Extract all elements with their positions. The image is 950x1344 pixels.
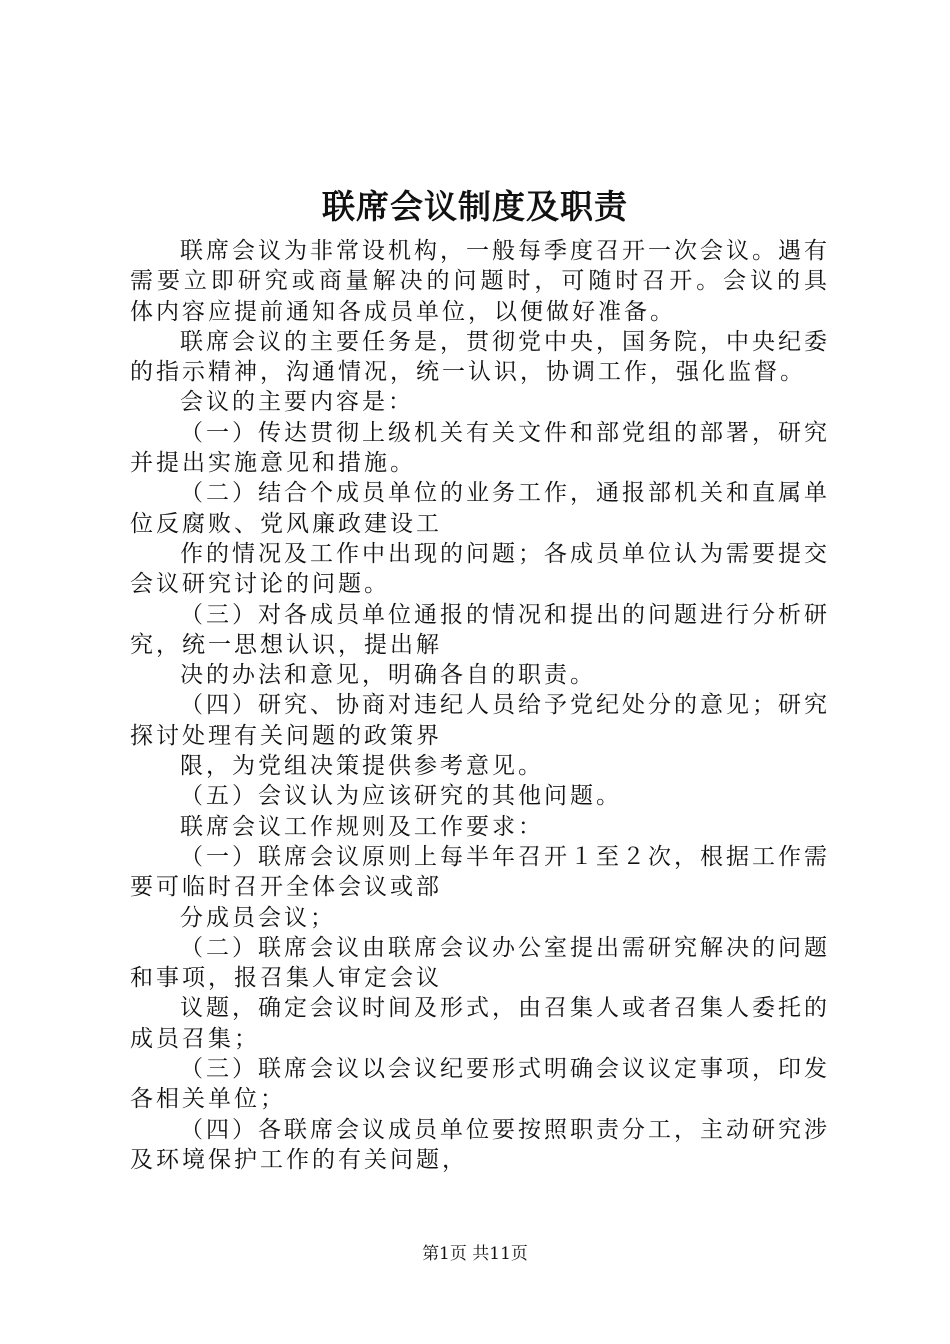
paragraph: （五）会议认为应该研究的其他问题。: [180, 783, 622, 810]
document-title: 联席会议制度及职责: [322, 187, 628, 226]
paragraph: （一）传达贯彻上级机关有关文件和部党组的部署，研究并提出实施意见和措施。: [130, 419, 830, 477]
paragraph: 联席会议为非常设机构，一般每季度召开一次会议。遇有需要立即研究或商量解决的问题时，可随时召开。会议的具体内容应提前通知各成员单位，以便做好准备。: [130, 238, 830, 325]
paragraph: （四）研究、协商对违纪人员给予党纪处分的意见；研究探讨处理有关问题的政策界: [130, 692, 830, 749]
paragraph: 联席会议的主要任务是，贯彻党中央，国务院，中央纪委的指示精神，沟通情况，统一认识，协调工作，强化监督。: [130, 328, 830, 386]
paragraph: （四）各联席会议成员单位要按照职责分工，主动研究涉及环境保护工作的有关问题，: [130, 1116, 830, 1173]
document-body: [130, 236, 830, 1175]
paragraph: （三）对各成员单位通报的情况和提出的问题进行分析研究，统一思想认识，提出解: [130, 601, 830, 658]
paragraph: 分成员会议；: [180, 904, 336, 931]
paragraph: 作的情况及工作中出现的问题；各成员单位认为需要提交会议研究讨论的问题。: [130, 540, 830, 598]
paragraph: 限，为党组决策提供参考意见。: [180, 753, 544, 780]
paragraph: （二）结合个成员单位的业务工作，通报部机关和直属单位反腐败、党风廉政建设工: [130, 480, 830, 537]
paragraph: （三）联席会议以会议纪要形式明确会议议定事项，印发各相关单位；: [130, 1056, 830, 1113]
page-number-footer: 第1页 共11页: [422, 1244, 528, 1264]
paragraph: 议题，确定会议时间及形式，由召集人或者召集人委托的成员召集；: [130, 995, 830, 1052]
paragraph: 决的办法和意见，明确各自的职责。: [180, 662, 596, 689]
paragraph: 联席会议工作规则及工作要求：: [180, 813, 544, 840]
paragraph: （二）联席会议由联席会议办公室提出需研究解决的问题和事项，报召集人审定会议: [130, 934, 830, 992]
paragraph: （一）联席会议原则上每半年召开１至２次，根据工作需要可临时召开全体会议或部: [130, 843, 830, 901]
paragraph: 会议的主要内容是：: [180, 389, 414, 416]
